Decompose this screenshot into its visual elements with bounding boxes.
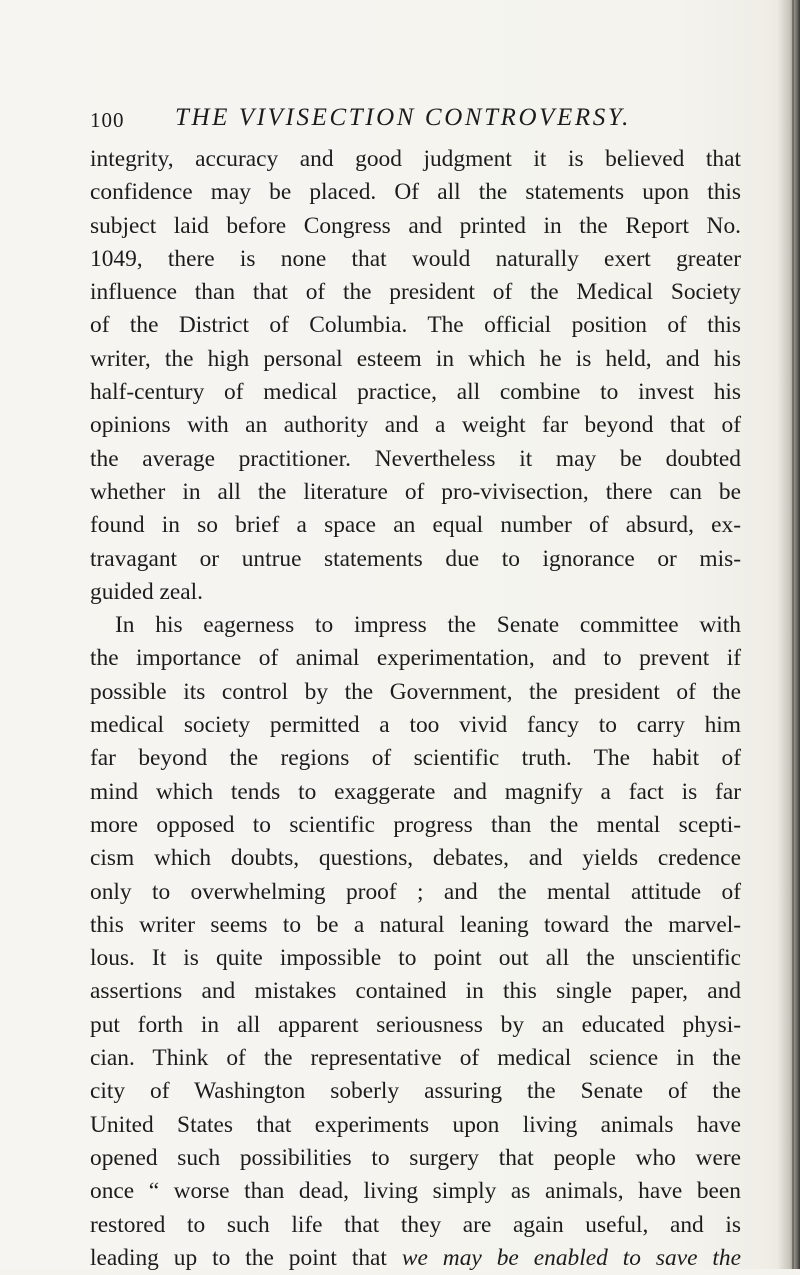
text-line: half-century of medical practice, all combine to invest his: [90, 379, 741, 406]
text-line: 1049, there is none that would naturally exert greater: [90, 245, 741, 272]
running-head: [90, 104, 740, 140]
final-line-italic: we may be enabled to save the: [401, 1244, 741, 1271]
text-line: of the District of Columbia. The official position of this: [90, 312, 741, 339]
text-line: far beyond the regions of scientific truth. The habit of: [90, 745, 741, 772]
paragraph-2: [90, 609, 741, 1275]
text-line: United States that experiments upon living animals have: [90, 1111, 741, 1138]
final-line-roman: leading up to the point that: [90, 1244, 402, 1271]
text-line: possible its control by the Government, the president of the: [90, 678, 741, 705]
text-line: confidence may be placed. Of all the statements upon this: [90, 179, 741, 206]
page-edge-line: [792, 0, 794, 1269]
text-line: once “ worse than dead, living simply as animals, have been: [90, 1178, 741, 1205]
text-line: found in so brief a space an equal number of absurd, ex-: [90, 512, 741, 539]
text-line: only to overwhelming proof ; and the mental attitude of: [90, 878, 741, 905]
text-line: mind which tends to exaggerate and magnify a fact is far: [90, 778, 741, 805]
text-line: In his eagerness to impress the Senate committee with: [115, 612, 741, 639]
text-line: cism which doubts, questions, debates, and yields credence: [90, 845, 741, 872]
text-line: opinions with an authority and a weight far beyond that of: [90, 412, 741, 439]
text-line: medical society permitted a too vivid fancy to carry him: [90, 712, 741, 739]
text-line: the average practitioner. Nevertheless it may be doubted: [90, 445, 741, 472]
text-line: the importance of animal experimentation, and to prevent if: [90, 645, 741, 672]
text-line: whether in all the literature of pro-vivisection, there can be: [90, 478, 741, 505]
text-line: this writer seems to be a natural leaning toward the marvel-: [90, 911, 741, 938]
text-line: writer, the high personal esteem in which he is held, and his: [90, 345, 741, 372]
page-edge-shadow: [778, 0, 800, 1269]
text-line: put forth in all apparent seriousness by an educated physi-: [90, 1011, 741, 1038]
text-line: subject laid before Congress and printed in the Report No.: [90, 212, 741, 239]
text-line: assertions and mistakes contained in this single paper, and: [90, 978, 741, 1005]
text-line: city of Washington soberly assuring the Senate of the: [90, 1078, 741, 1105]
text-line: guided zeal.: [90, 578, 204, 605]
text-line: influence than that of the president of the Medical Society: [90, 279, 741, 306]
page-number: 100: [90, 108, 125, 132]
paragraph-1: [90, 143, 741, 609]
text-line: cian. Think of the representative of medical science in the: [90, 1045, 741, 1072]
text-line: lous. It is quite impossible to point out all the unscientific: [90, 945, 741, 972]
text-line-final: [90, 1242, 741, 1275]
text-line: integrity, accuracy and good judgment it is believed that: [90, 146, 741, 172]
text-line: opened such possibilities to surgery that people who were: [90, 1144, 741, 1171]
body-text: [90, 143, 741, 1275]
text-line: travagant or untrue statements due to ignorance or mis-: [90, 545, 741, 572]
running-title: THE VIVISECTION CONTROVERSY.: [175, 104, 631, 131]
text-line: more opposed to scientific progress than the mental scepti-: [90, 811, 741, 838]
text-line: restored to such life that they are again useful, and is: [90, 1211, 741, 1238]
